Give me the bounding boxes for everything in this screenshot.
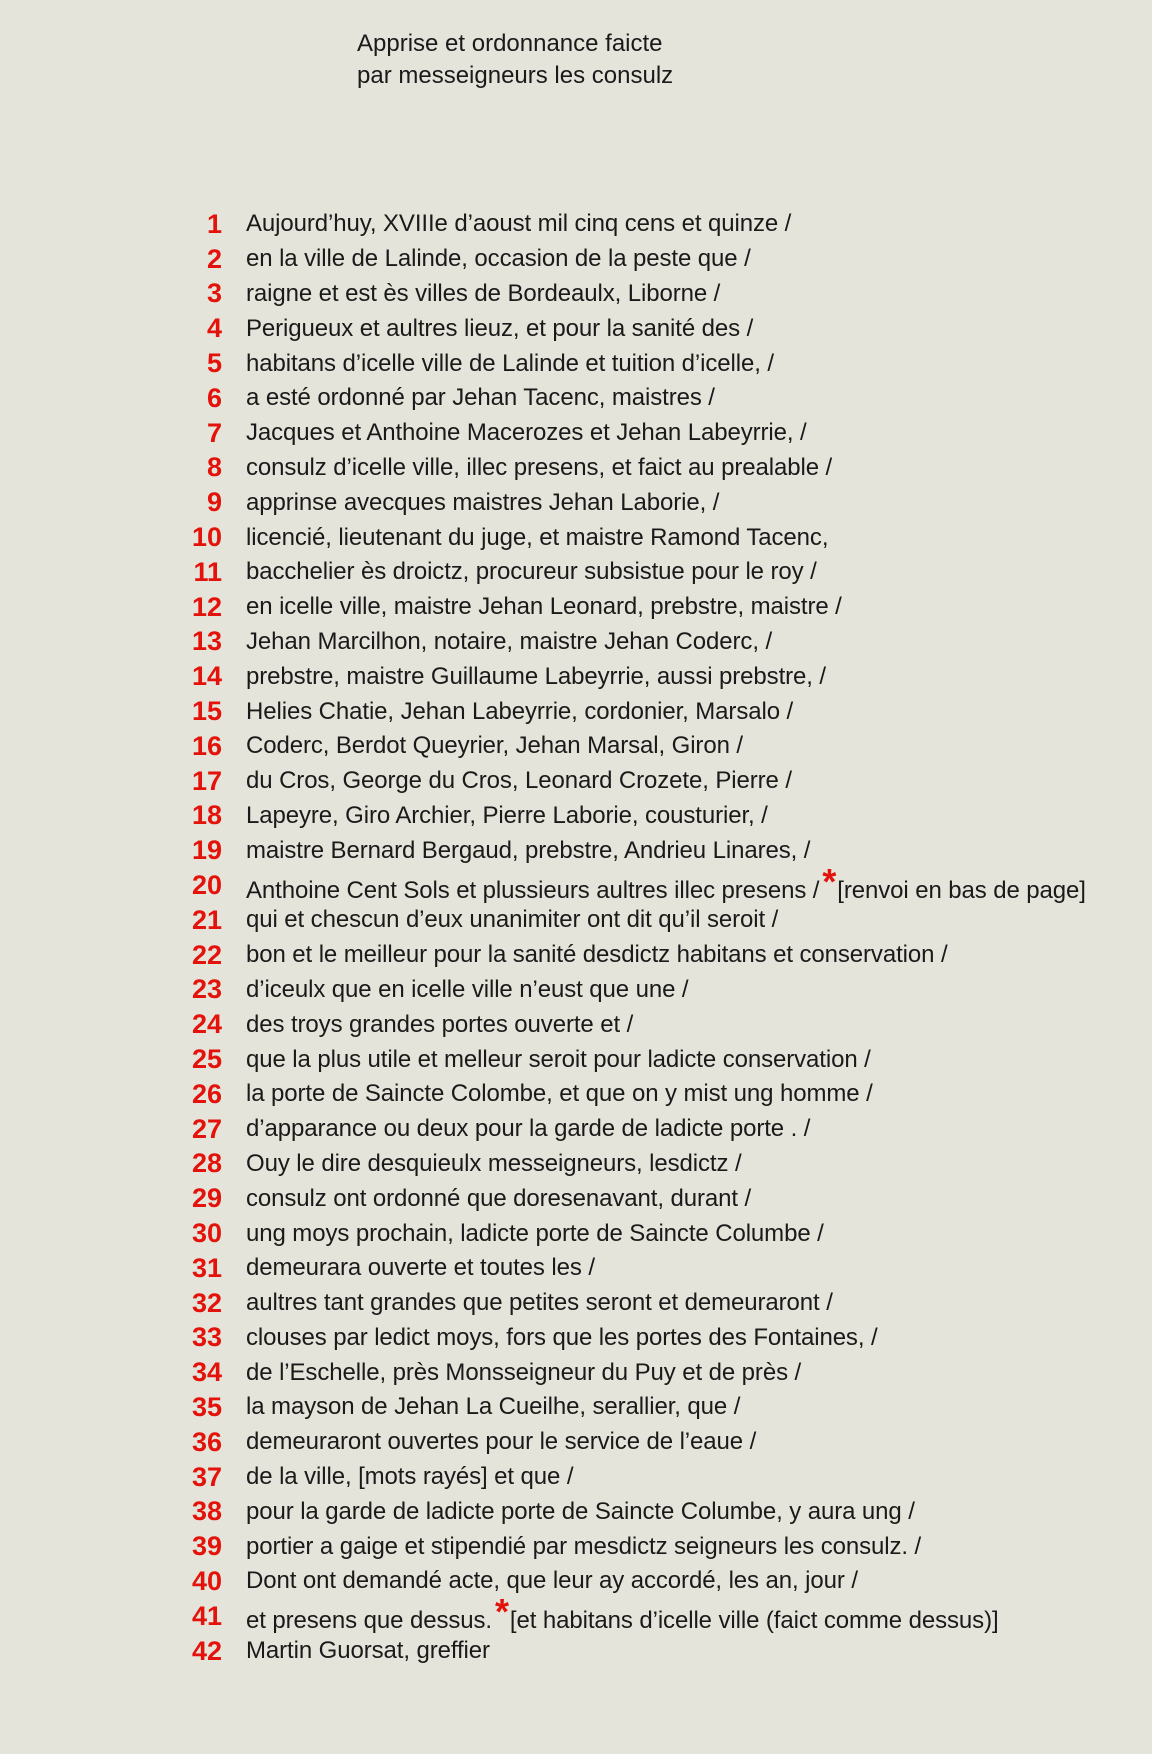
line-number: 24 [191, 1009, 222, 1040]
line-main-text: Anthoine Cent Sols et plussieurs aultres illec presens / [246, 876, 820, 904]
line-main-text: et presens que dessus. [246, 1607, 492, 1635]
line-main-text: consulz ont ordonné que doresenavant, durant / [246, 1184, 752, 1212]
line-text [246, 1463, 573, 1491]
transcription-line [160, 207, 1086, 242]
line-number: 41 [191, 1600, 222, 1631]
line-number: 15 [191, 696, 222, 727]
transcription-line [160, 1216, 1086, 1251]
transcription-line [160, 277, 1086, 312]
line-text [246, 1185, 751, 1213]
line-main-text: Perigueux et aultres lieuz, et pour la sanité des / [246, 314, 754, 342]
line-number: 34 [191, 1357, 222, 1388]
line-text [246, 1080, 873, 1108]
line-number: 28 [191, 1148, 222, 1179]
line-text [246, 860, 1086, 907]
line-number: 14 [191, 661, 222, 692]
line-text [246, 976, 688, 1004]
line-main-text: Coderc, Berdot Queyrier, Jehan Marsal, Giron / [246, 732, 743, 760]
line-main-text: de l’Eschelle, près Monsseigneur du Puy et de près / [246, 1358, 802, 1386]
line-text [246, 1011, 633, 1039]
line-main-text: la porte de Saincte Colombe, et que on y mist ung homme / [246, 1080, 873, 1108]
transcription-line [160, 346, 1086, 381]
line-main-text: clouses par ledict moys, fors que les portes des Fontaines, / [246, 1323, 878, 1351]
line-number: 26 [191, 1078, 222, 1109]
title-line-2: par messeigneurs les consulz [357, 62, 674, 89]
document-title [357, 28, 673, 92]
line-main-text: Jehan Marcilhon, notaire, maistre Jehan Coderc, / [246, 627, 773, 655]
line-main-text: pour la garde de ladicte porte de Saincte Columbe, y aura ung / [246, 1497, 915, 1525]
line-main-text: Martin Guorsat, greffier [246, 1637, 490, 1665]
line-text [246, 802, 768, 830]
line-main-text: raigne et est ès villes de Bordeaulx, Liborne / [246, 279, 721, 307]
line-text [246, 280, 720, 308]
transcription-line [160, 590, 1086, 625]
line-number: 16 [191, 730, 222, 761]
transcription-line [160, 860, 1086, 904]
line-text [246, 419, 807, 447]
line-text [246, 558, 817, 586]
line-number: 9 [206, 487, 222, 518]
transcription-line [160, 520, 1086, 555]
transcription-line [160, 1460, 1086, 1495]
transcription-line [160, 555, 1086, 590]
line-text [246, 1533, 921, 1561]
line-number: 7 [206, 417, 222, 448]
line-main-text: portier a gaige et stipendié par mesdictz seigneurs les consulz. / [246, 1532, 922, 1560]
line-text [246, 698, 793, 726]
transcription-line [160, 833, 1086, 868]
line-main-text: en la ville de Lalinde, occasion de la peste que / [246, 245, 751, 273]
line-number: 42 [191, 1635, 222, 1666]
line-number: 13 [191, 626, 222, 657]
transcription-line [160, 625, 1086, 660]
line-number: 18 [191, 800, 222, 831]
transcription-line [160, 1077, 1086, 1112]
transcription-line [160, 1321, 1086, 1356]
line-number: 29 [191, 1183, 222, 1214]
line-text [246, 1150, 742, 1178]
line-main-text: de la ville, [mots rayés] et que / [246, 1463, 574, 1491]
transcription-line [160, 973, 1086, 1008]
transcription-line [160, 764, 1086, 799]
line-main-text: bon et le meilleur pour la sanité desdictz habitans et conservation / [246, 941, 948, 969]
line-text [246, 524, 828, 552]
line-main-text: Aujourd’huy, XVIIIe d’aoust mil cinq cens et quinze / [246, 210, 792, 238]
line-number: 39 [191, 1531, 222, 1562]
line-text [246, 384, 715, 412]
line-main-text: Ouy le dire desquieulx messeigneurs, lesdictz / [246, 1149, 742, 1177]
line-text [246, 941, 948, 969]
transcription-line [160, 416, 1086, 451]
transcription-line [160, 242, 1086, 277]
transcription-line [160, 1425, 1086, 1460]
line-text [246, 1637, 490, 1665]
line-text [246, 1046, 871, 1074]
line-number: 4 [206, 313, 222, 344]
line-number: 8 [206, 452, 222, 483]
line-main-text: a esté ordonné par Jehan Tacenc, maistres / [246, 384, 715, 412]
line-text [246, 1393, 740, 1421]
transcription-line [160, 1251, 1086, 1286]
line-text [246, 593, 842, 621]
line-number: 6 [206, 382, 222, 413]
transcription-line [160, 1634, 1086, 1669]
line-text [246, 1254, 595, 1282]
line-number: 10 [191, 522, 222, 553]
line-main-text: que la plus utile et melleur seroit pour ladicte conservation / [246, 1045, 871, 1073]
line-main-text: bacchelier ès droictz, procureur subsistue pour le roy / [246, 558, 817, 586]
line-main-text: demeuraront ouvertes pour le service de l’eaue / [246, 1428, 757, 1456]
line-number: 12 [191, 591, 222, 622]
line-main-text: Helies Chatie, Jehan Labeyrrie, cordonier, Marsalo / [246, 697, 794, 725]
transcription-line [160, 1181, 1086, 1216]
line-text [246, 767, 792, 795]
line-number: 31 [191, 1252, 222, 1283]
line-text [246, 1220, 824, 1248]
footnote-asterisk: * [494, 1591, 509, 1633]
line-main-text: Lapeyre, Giro Archier, Pierre Laborie, cousturier, / [246, 801, 768, 829]
line-number: 27 [191, 1113, 222, 1144]
line-number: 23 [191, 974, 222, 1005]
title-line-1: Apprise et ordonnance faicte [357, 30, 663, 57]
line-main-text: la mayson de Jehan La Cueilhe, serallier, que / [246, 1393, 741, 1421]
transcription-line [160, 694, 1086, 729]
line-text [246, 1324, 878, 1352]
line-number: 22 [191, 939, 222, 970]
line-text [246, 663, 826, 691]
line-text [246, 350, 774, 378]
line-number: 5 [206, 348, 222, 379]
transcription-line [160, 1147, 1086, 1182]
line-text [246, 1115, 810, 1143]
line-main-text: en icelle ville, maistre Jehan Leonard, prebstre, maistre / [246, 593, 842, 621]
line-text [246, 245, 751, 273]
line-number: 19 [191, 835, 222, 866]
line-main-text: licencié, lieutenant du juge, et maistre Ramond Tacenc, [246, 523, 829, 551]
line-text [246, 489, 719, 517]
transcription-line [160, 659, 1086, 694]
transcription-line [160, 381, 1086, 416]
line-number: 11 [193, 556, 222, 587]
transcription-line [160, 1112, 1086, 1147]
transcription-line [160, 1007, 1086, 1042]
line-text [246, 732, 743, 760]
transcription-line [160, 1286, 1086, 1321]
transcription-line [160, 451, 1086, 486]
line-main-text: Dont ont demandé acte, que leur ay accordé, les an, jour / [246, 1567, 858, 1595]
line-text [246, 1498, 915, 1526]
line-main-text: du Cros, George du Cros, Leonard Crozete, Pierre / [246, 767, 792, 795]
line-text [246, 1591, 999, 1637]
transcription-line [160, 1355, 1086, 1390]
line-text [246, 315, 753, 343]
line-main-text: habitans d’icelle ville de Lalinde et tuition d’icelle, / [246, 349, 774, 377]
line-number: 36 [191, 1426, 222, 1457]
line-main-text: ung moys prochain, ladicte porte de Saincte Columbe / [246, 1219, 824, 1247]
footnote-asterisk: * [822, 860, 837, 902]
line-text [246, 837, 810, 865]
line-text [246, 1359, 801, 1387]
line-main-text: aultres tant grandes que petites seront et demeuraront / [246, 1289, 833, 1317]
line-main-text: maistre Bernard Bergaud, prebstre, Andrieu Linares, / [246, 836, 811, 864]
line-number: 3 [206, 278, 222, 309]
line-number: 1 [206, 208, 222, 239]
line-main-text: consulz d’icelle ville, illec presens, et faict au prealable / [246, 453, 833, 481]
transcription-line [160, 799, 1086, 834]
transcription-line [160, 1591, 1086, 1635]
transcription-line [160, 1529, 1086, 1564]
transcription-line [160, 485, 1086, 520]
line-number: 25 [191, 1044, 222, 1075]
line-main-text: demeurara ouverte et toutes les / [246, 1254, 595, 1282]
line-number: 2 [206, 243, 222, 274]
line-number: 35 [191, 1391, 222, 1422]
line-number: 40 [191, 1565, 222, 1596]
transcription-line [160, 938, 1086, 973]
line-number: 33 [191, 1322, 222, 1353]
line-main-text: d’iceulx que en icelle ville n’eust que une / [246, 975, 689, 1003]
line-text [246, 906, 778, 934]
line-number: 37 [191, 1461, 222, 1492]
line-number: 20 [191, 870, 222, 901]
line-text [246, 1428, 756, 1456]
transcription-line [160, 729, 1086, 764]
transcription-lines [160, 207, 1086, 1668]
line-number: 32 [191, 1287, 222, 1318]
transcription-line [160, 1390, 1086, 1425]
line-text [246, 454, 832, 482]
transcription-line [160, 311, 1086, 346]
line-note: [renvoi en bas de page] [837, 876, 1086, 904]
line-number: 17 [191, 765, 222, 796]
line-main-text: d’apparance ou deux pour la garde de ladicte porte . / [246, 1115, 811, 1143]
line-text [246, 1567, 858, 1595]
transcription-line [160, 1494, 1086, 1529]
transcription-line [160, 903, 1086, 938]
line-main-text: prebstre, maistre Guillaume Labeyrrie, aussi prebstre, / [246, 662, 826, 690]
line-text [246, 210, 791, 238]
line-main-text: des troys grandes portes ouverte et / [246, 1010, 634, 1038]
transcription-line [160, 1042, 1086, 1077]
line-note: [et habitans d’icelle ville (faict comme dessus)] [509, 1607, 999, 1635]
line-text [246, 1289, 833, 1317]
line-number: 30 [191, 1218, 222, 1248]
line-number: 21 [191, 904, 222, 935]
line-main-text: qui et chescun d’eux unanimiter ont dit qu’il seroit / [246, 906, 779, 934]
transcription-line [160, 1564, 1086, 1599]
line-main-text: apprinse avecques maistres Jehan Laborie, / [246, 488, 720, 516]
line-main-text: Jacques et Anthoine Macerozes et Jehan Labeyrrie, / [246, 419, 807, 447]
line-text [246, 628, 772, 656]
line-number: 38 [191, 1496, 222, 1527]
